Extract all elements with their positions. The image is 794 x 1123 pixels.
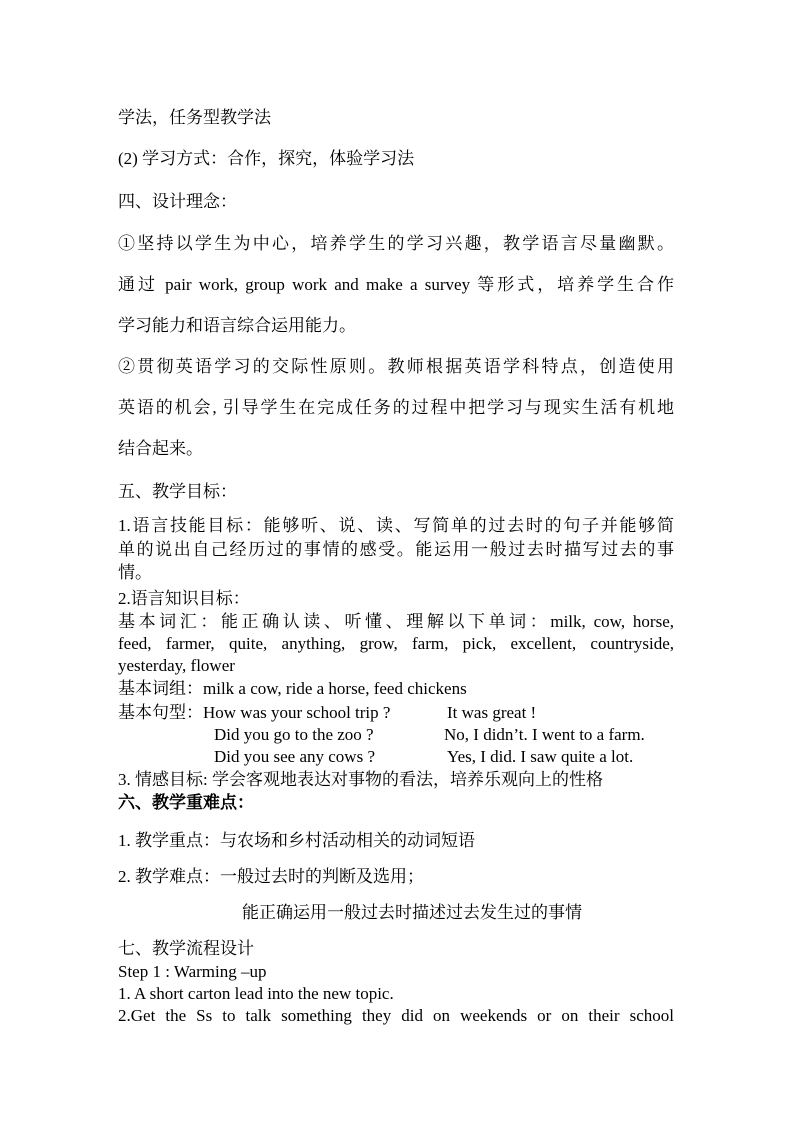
text-line: 英语的机会, 引导学生在完成任务的过程中把学习与现实生活有机地: [118, 398, 674, 417]
text-line: 2.语言知识目标：: [118, 589, 250, 608]
text-line: 3. 情感目标: 学会客观地表达对事物的看法，培养乐观向上的性格: [118, 770, 603, 789]
sentence-pattern-row: [118, 703, 537, 723]
text-line: feed, farmer, quite, anything, grow, farm, pick, excellent, countryside,: [118, 634, 674, 653]
sentence-pattern-row: [214, 747, 634, 767]
text-line: 2.Get the Ss to talk something they did on weekends or on their school: [118, 1006, 674, 1025]
text-line: ②贯彻英语学习的交际性原则。教师根据英语学科特点，创造使用: [118, 357, 674, 376]
pattern-question: 基本句型：How was your school trip ?: [118, 703, 391, 722]
pattern-answer: No, I didn’t. I went to a farm.: [444, 725, 645, 744]
text-line: Step 1 : Warming –up: [118, 962, 267, 981]
text-line: 基本词组：milk a cow, ride a horse, feed chickens: [118, 679, 467, 698]
pattern-answer: Yes, I did. I saw quite a lot.: [447, 747, 634, 766]
text-line: (2) 学习方式：合作，探究，体验学习法: [118, 149, 415, 168]
section-heading-5: 五、教学目标：: [118, 482, 237, 501]
text-line: 学习能力和语言综合运用能力。: [118, 316, 356, 335]
text-line: 能正确运用一般过去时描述过去发生过的事情: [242, 903, 582, 922]
text-line: 1. A short carton lead into the new topic.: [118, 984, 394, 1003]
pattern-question: Did you go to the zoo ?: [214, 725, 374, 744]
pattern-answer: It was great !: [447, 703, 537, 722]
text-line: yesterday, flower: [118, 656, 235, 675]
text-line: 通过 pair work, group work and make a survey 等形式，培养学生合作: [118, 275, 674, 294]
pattern-question: Did you see any cows ?: [214, 747, 375, 766]
text-line: 1. 教学重点：与农场和乡村活动相关的动词短语: [118, 831, 475, 850]
section-heading-4: 四、设计理念：: [118, 192, 237, 211]
text-line: 学法，任务型教学法: [118, 108, 271, 127]
text-line: ①坚持以学生为中心，培养学生的学习兴趣，教学语言尽量幽默。: [118, 234, 674, 253]
sentence-pattern-row: [214, 725, 645, 745]
text-line: 单的说出自己经历过的事情的感受。能运用一般过去时描写过去的事: [118, 540, 674, 559]
text-line: 1.语言技能目标：能够听、说、读、写简单的过去时的句子并能够简: [118, 516, 674, 535]
text-line: 基本词汇：能正确认读、听懂、理解以下单词：milk, cow, horse,: [118, 612, 674, 631]
section-heading-7: 七、教学流程设计: [118, 939, 254, 958]
section-heading-6: 六、教学重难点：: [118, 793, 254, 812]
text-line: 结合起来。: [118, 439, 203, 458]
text-line: 2. 教学难点：一般过去时的判断及选用；: [118, 867, 424, 886]
text-line: 情。: [118, 563, 152, 582]
